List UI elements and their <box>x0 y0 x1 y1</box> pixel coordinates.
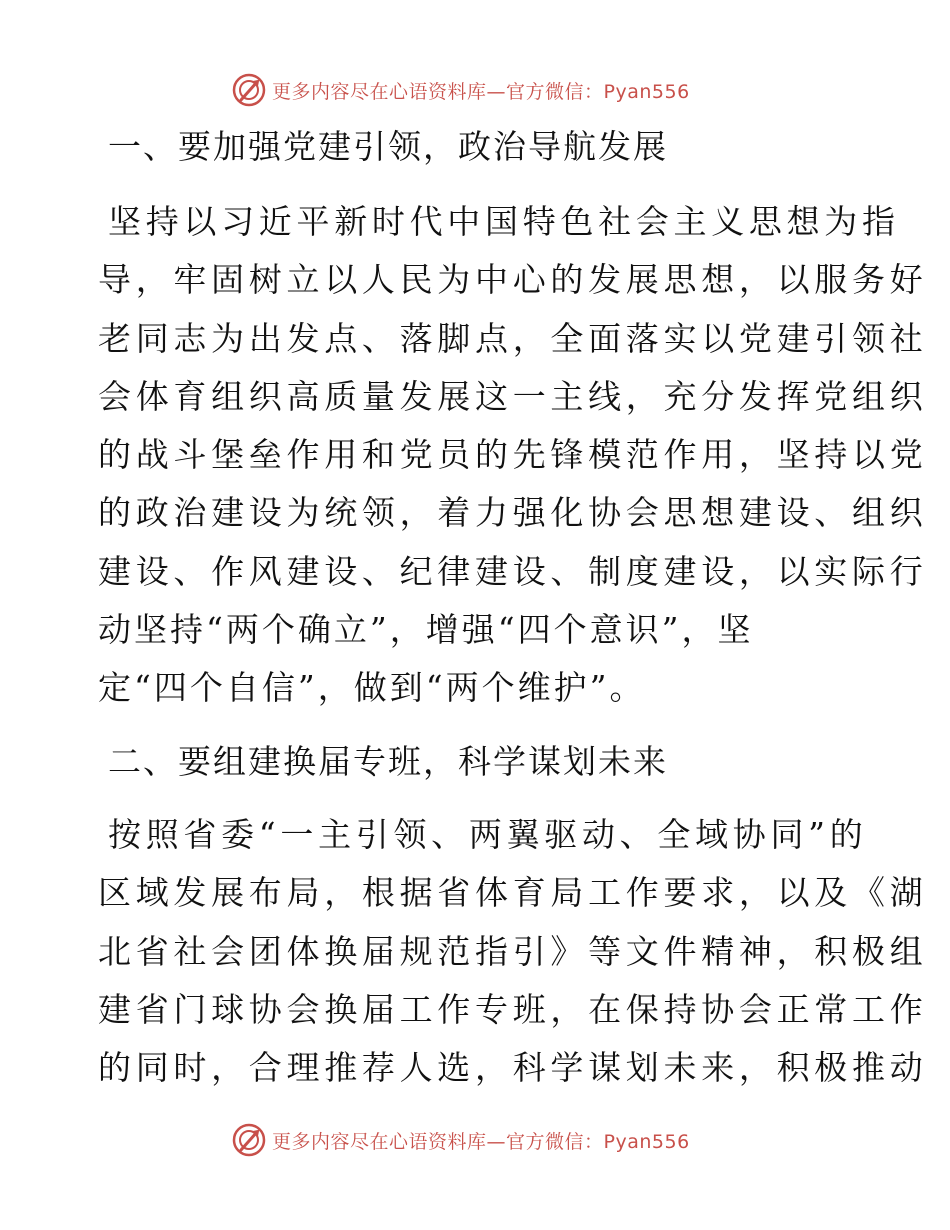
paragraph-line: 建省门球协会换届工作专班，在保持协会正常工作 <box>98 989 928 1029</box>
section-paragraph-2 <box>98 806 928 1097</box>
paragraph-line: 动坚持“两个确立”，增强“四个意识”，坚 <box>98 610 754 650</box>
paragraph-line: 的同时，合理推荐人选，科学谋划未来，积极推动 <box>98 1048 928 1088</box>
paragraph-line: 建设、作风建设、纪律建设、制度建设，以实际行 <box>98 551 928 591</box>
section-paragraph-1 <box>98 193 928 718</box>
paragraph-line: 会体育组织高质量发展这一主线，充分发挥党组织 <box>98 376 928 416</box>
section-heading-1: 一、要加强党建引领，政治导航发展 <box>108 127 668 166</box>
watermark-text: 更多内容尽在心语资料库—官方微信：Pyan556 <box>272 80 690 103</box>
watermark-text: 更多内容尽在心语资料库—官方微信：Pyan556 <box>272 1130 690 1153</box>
section-heading-2: 二、要组建换届专班，科学谋划未来 <box>108 742 668 781</box>
watermark-logo-icon <box>232 73 266 107</box>
paragraph-line: 坚持以习近平新时代中国特色社会主义思想为指 <box>108 202 900 241</box>
paragraph-line: 老同志为出发点、落脚点，全面落实以党建引领社 <box>98 318 928 358</box>
paragraph-line: 的战斗堡垒作用和党员的先锋模范作用，坚持以党 <box>98 435 928 475</box>
watermark-logo-icon <box>232 1123 266 1157</box>
watermark-header <box>232 70 690 110</box>
paragraph-line: 定“四个自信”，做到“两个维护”。 <box>98 668 646 708</box>
paragraph-line: 区域发展布局，根据省体育局工作要求，以及《湖 <box>98 873 928 913</box>
paragraph-line: 按照省委“一主引领、两翼驱动、全域协同”的 <box>108 815 868 854</box>
watermark-footer <box>232 1120 690 1160</box>
paragraph-line: 北省社会团体换届规范指引》等文件精神，积极组 <box>98 931 928 971</box>
paragraph-line: 的政治建设为统领，着力强化协会思想建设、组织 <box>98 493 928 533</box>
paragraph-line: 导，牢固树立以人民为中心的发展思想，以服务好 <box>98 260 928 300</box>
